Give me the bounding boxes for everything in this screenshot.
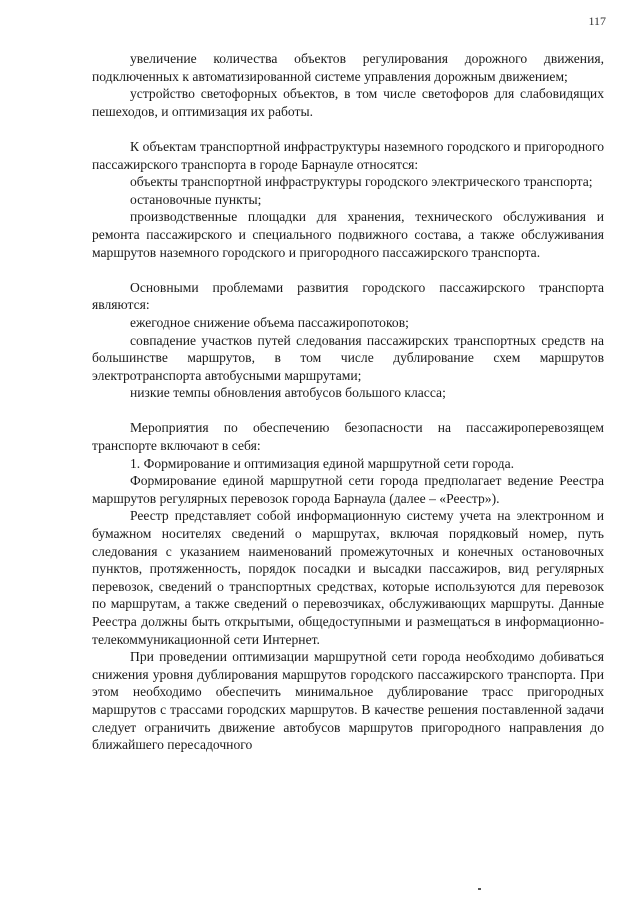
paragraph-gap — [92, 402, 604, 420]
scan-speck — [478, 888, 481, 890]
paragraph: Формирование единой маршрутной сети города предполагает ведение Реестра маршрутов регулярных перевозок города Барнаула (далее – «Реестр»). — [92, 473, 604, 506]
paragraph: К объектам транспортной инфраструктуры наземного городского и пригородного пассажирского транспорта в городе Барнауле относятся: — [92, 138, 604, 172]
paragraph: устройство светофорных объектов, в том числе светофоров для слабовидящих пешеходов, и оптимизация их работы. — [92, 86, 604, 119]
paragraph: ежегодное снижение объема пассажиропотоков; — [130, 314, 409, 330]
paragraph: объекты транспортной инфраструктуры городского электрического транспорта; — [130, 174, 593, 190]
paragraph: 1. Формирование и оптимизация единой маршрутной сети города. — [130, 455, 515, 471]
paragraph: Реестр представляет собой информационную систему учета на электронном и бумажном носителях сведений о маршрутах, включая порядковый номер, путь следования с указанием наименований промежуточных и конечных остановочных пунктов, протяженность, порядок посадки и высадки пассажиров, вид регулярных перевозок, сведений о транспортных средствах, которые используются для перевозок по маршрутам, а также сведений о перевозчиках, обслуживающих маршруты. Данные Реестра должны быть открытыми, общедоступными и размещаться в информационно-телекоммуникационной сети Интернет. — [92, 508, 604, 647]
paragraph: остановочные пункты; — [130, 191, 262, 207]
paragraph: Мероприятия по обеспечению безопасности на пассажироперевозящем транспорте включают в себя: — [92, 420, 604, 454]
paragraph: При проведении оптимизации маршрутной сети города необходимо добиваться снижения уровня дублирования маршрутов городского пассажирского транспорта. При этом необходимо обеспечить минимальное дублирование трасс пригородных маршрутов с трассами городских маршрутов. В качестве решения поставленной задачи следует ограничить движение автобусов маршрутов пригородного направления до ближайшего пересадочного — [92, 649, 604, 753]
paragraph-gap — [92, 261, 604, 279]
paragraph: увеличение количества объектов регулирования дорожного движения, подключенных к автоматизированной системе управления дорожным движением; — [92, 51, 604, 84]
paragraph: низкие темпы обновления автобусов большого класса; — [130, 385, 446, 401]
paragraph: совпадение участков путей следования пассажирских транспортных средств на большинстве маршрутов, в том числе дублирование схем маршрутов электротранспорта автобусными маршрутами; — [92, 332, 604, 383]
paragraph: производственные площадки для хранения, технического обслуживания и ремонта пассажирского и специального подвижного состава, а также обслуживания маршрутов наземного городского и пригородного пассажирского транспорта. — [92, 209, 604, 260]
paragraph: Основными проблемами развития городского пассажирского транспорта являются: — [92, 279, 604, 313]
document-body — [92, 50, 604, 754]
paragraph-gap — [92, 120, 604, 138]
page-number: 117 — [588, 14, 606, 28]
